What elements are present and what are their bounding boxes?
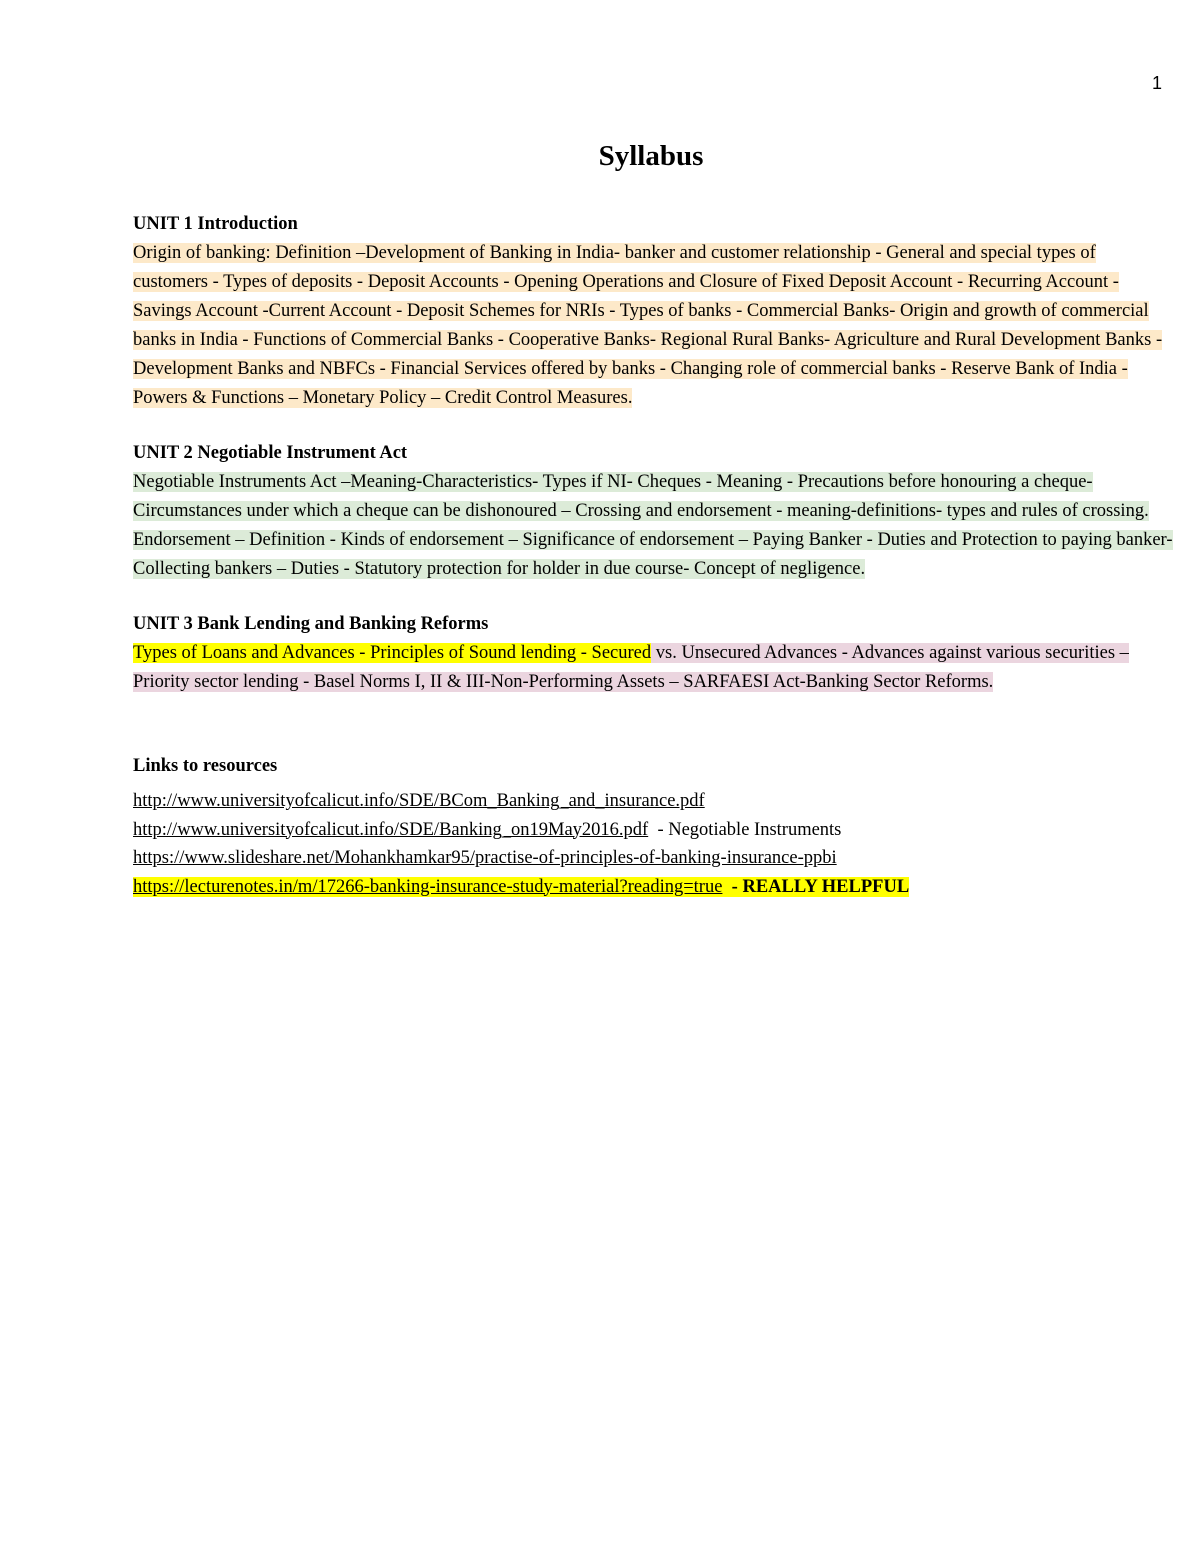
- unit-2-heading: UNIT 2 Negotiable Instrument Act: [133, 443, 408, 463]
- resource-link-1[interactable]: http://www.universityofcalicut.info/SDE/BCom_Banking_and_insurance.pdf: [133, 791, 705, 811]
- link-item: [133, 816, 1173, 845]
- unit-2-body: [133, 468, 1173, 584]
- resource-link-3[interactable]: https://www.slideshare.net/Mohankhamkar95/practise-of-principles-of-banking-insurance-ppbi: [133, 848, 837, 868]
- link-item: [133, 873, 1173, 902]
- unit-2-text: Negotiable Instruments Act –Meaning-Characteristics- Types if NI- Cheques - Meaning - Precautions before honouring a cheque-Circumstances under which a cheque can be dishonoured – Crossing and endorsement - meaning-definitions- types and rules of crossing. Endorsement – Definition - Kinds of endorsement – Significance of endorsement – Paying Banker - Duties and Protection to paying banker- Collecting bankers – Duties - Statutory protection for holder in due course- Concept of negligence.: [133, 472, 1173, 579]
- unit-1-heading: UNIT 1 Introduction: [133, 214, 298, 234]
- link-item: [133, 844, 1173, 873]
- resource-link-4[interactable]: https://lecturenotes.in/m/17266-banking-insurance-study-material?reading=true: [133, 876, 723, 897]
- unit-1-text: Origin of banking: Definition –Development of Banking in India- banker and customer relationship - General and special types of customers - Types of deposits - Deposit Accounts - Opening Operations and Closure of Fixed Deposit Account - Recurring Account - Savings Account -Current Account - Deposit Schemes for NRIs - Types of banks - Commercial Banks- Origin and growth of commercial banks in India - Functions of Commercial Banks - Cooperative Banks- Regional Rural Banks- Agriculture and Rural Development Banks - Development Banks and NBFCs - Financial Services offered by banks - Changing role of commercial banks - Reserve Bank of India - Powers & Functions – Monetary Policy – Credit Control Measures.: [133, 243, 1163, 408]
- unit-1-body: [133, 239, 1173, 413]
- links-heading: Links to resources: [133, 756, 278, 776]
- unit-3-section: [133, 610, 1173, 697]
- unit-3-text: vs. Unsecured Advances - Advances against various securities – Priority sector lending - Basel Norms I, II & III-Non-Performing Assets – SARFAESI Act-Banking Sector Reforms.: [133, 643, 1129, 692]
- unit-3-heading: UNIT 3 Bank Lending and Banking Reforms: [133, 614, 489, 634]
- unit-3-text-highlighted: Types of Loans and Advances - Principles of Sound lending - Secured: [133, 643, 652, 663]
- unit-2-section: [133, 439, 1173, 584]
- unit-1-section: [133, 210, 1173, 413]
- unit-3-body: [133, 639, 1173, 697]
- link-4-highlight: [133, 877, 909, 897]
- links-section: [133, 752, 1173, 901]
- page-number: 1: [1152, 73, 1163, 93]
- link-item: [133, 787, 1173, 816]
- page-title: Syllabus: [598, 140, 704, 172]
- resource-link-2[interactable]: http://www.universityofcalicut.info/SDE/Banking_on19May2016.pdf: [133, 819, 649, 840]
- link-4-note: - REALLY HELPFUL: [722, 876, 910, 897]
- link-2-note: - Negotiable Instruments: [648, 819, 842, 840]
- document-content: [133, 210, 1173, 901]
